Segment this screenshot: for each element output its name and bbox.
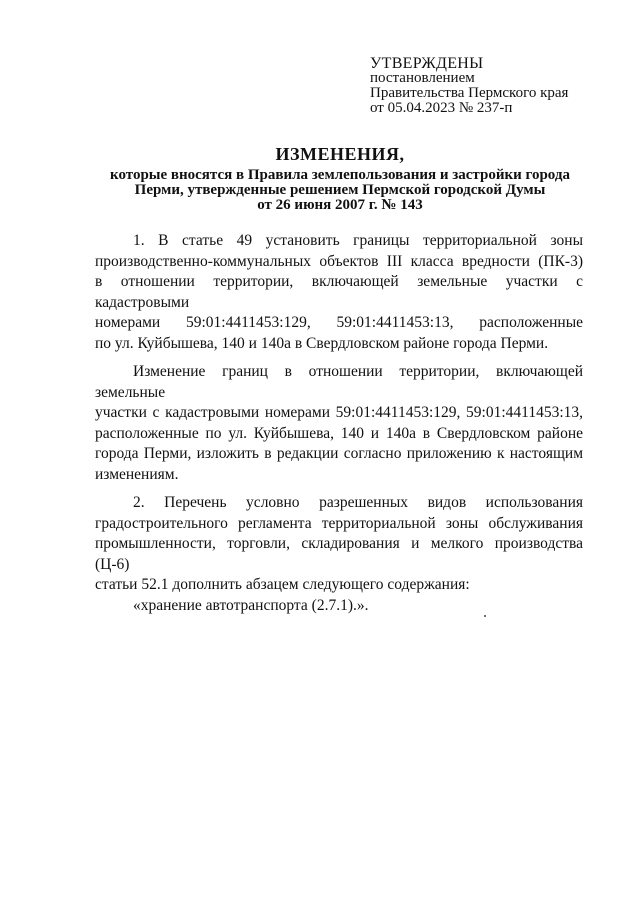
paragraph-2-line-4: города Перми, изложить в редакции согласно приложению к настоящим <box>95 445 583 462</box>
paragraph-3 <box>95 493 583 596</box>
approval-line-2: Правительства Пермского края <box>370 85 569 101</box>
paragraph-2-line-1: Изменение границ в отношении территории, включающей земельные <box>95 363 583 401</box>
paragraph-1-line-5: по ул. Куйбышева, 140 и 140а в Свердловском районе города Перми. <box>95 334 549 352</box>
approval-heading: УТВЕРЖДЕНЫ <box>370 55 484 72</box>
approval-stamp <box>370 56 568 116</box>
subtitle-line-1: которые вносятся в Правила землепользования и застройки города <box>110 167 570 183</box>
paragraph-3-line-3: промышленности, торговли, складирования и мелкого производства (Ц-6) <box>95 535 583 573</box>
paragraph-1-line-4: номерами 59:01:4411453:129, 59:01:4411453:13, расположенные <box>95 314 583 331</box>
paragraph-2 <box>95 362 583 485</box>
document-title: ИЗМЕНЕНИЯ, <box>275 144 405 164</box>
subtitle-line-2: Перми, утвержденные решением Пермской городской Думы <box>134 182 546 198</box>
paragraph-3-line-4: статьи 52.1 дополнить абзацем следующего содержания: <box>95 576 470 593</box>
paragraph-1-line-1: 1. В статье 49 установить границы территориальной зоны <box>133 232 583 249</box>
subtitle-line-3: от 26 июня 2007 г. № 143 <box>257 197 423 213</box>
paragraph-3-line-1: 2. Перечень условно разрешенных видов использования <box>133 494 583 511</box>
document-subtitle <box>80 168 600 213</box>
paragraph-2-line-2: участки с кадастровыми номерами 59:01:4411453:129, 59:01:4411453:13, <box>95 404 583 421</box>
paragraph-2-line-3: расположенные по ул. Куйбышева, 140 и 140а в Свердловском районе <box>95 424 583 442</box>
paragraph-3-line-2: градостроительного регламента территориальной зоны обслуживания <box>95 514 583 532</box>
paragraph-2-line-5: изменениям. <box>95 465 179 483</box>
document-body <box>95 231 583 616</box>
approval-line-3: от 05.04.2023 № 237-п <box>370 100 513 116</box>
paragraph-1-line-2: производственно-коммунальных объектов III класса вредности (ПК-3) <box>95 252 583 270</box>
quoted-addition: «хранение автотранспорта (2.7.1).». <box>133 596 369 614</box>
approval-line-1: постановлением <box>370 70 475 86</box>
paragraph-1 <box>95 231 583 354</box>
scan-speck <box>484 615 486 617</box>
paragraph-1-line-3: в отношении территории, включающей земельные участки с кадастровыми <box>95 273 583 311</box>
